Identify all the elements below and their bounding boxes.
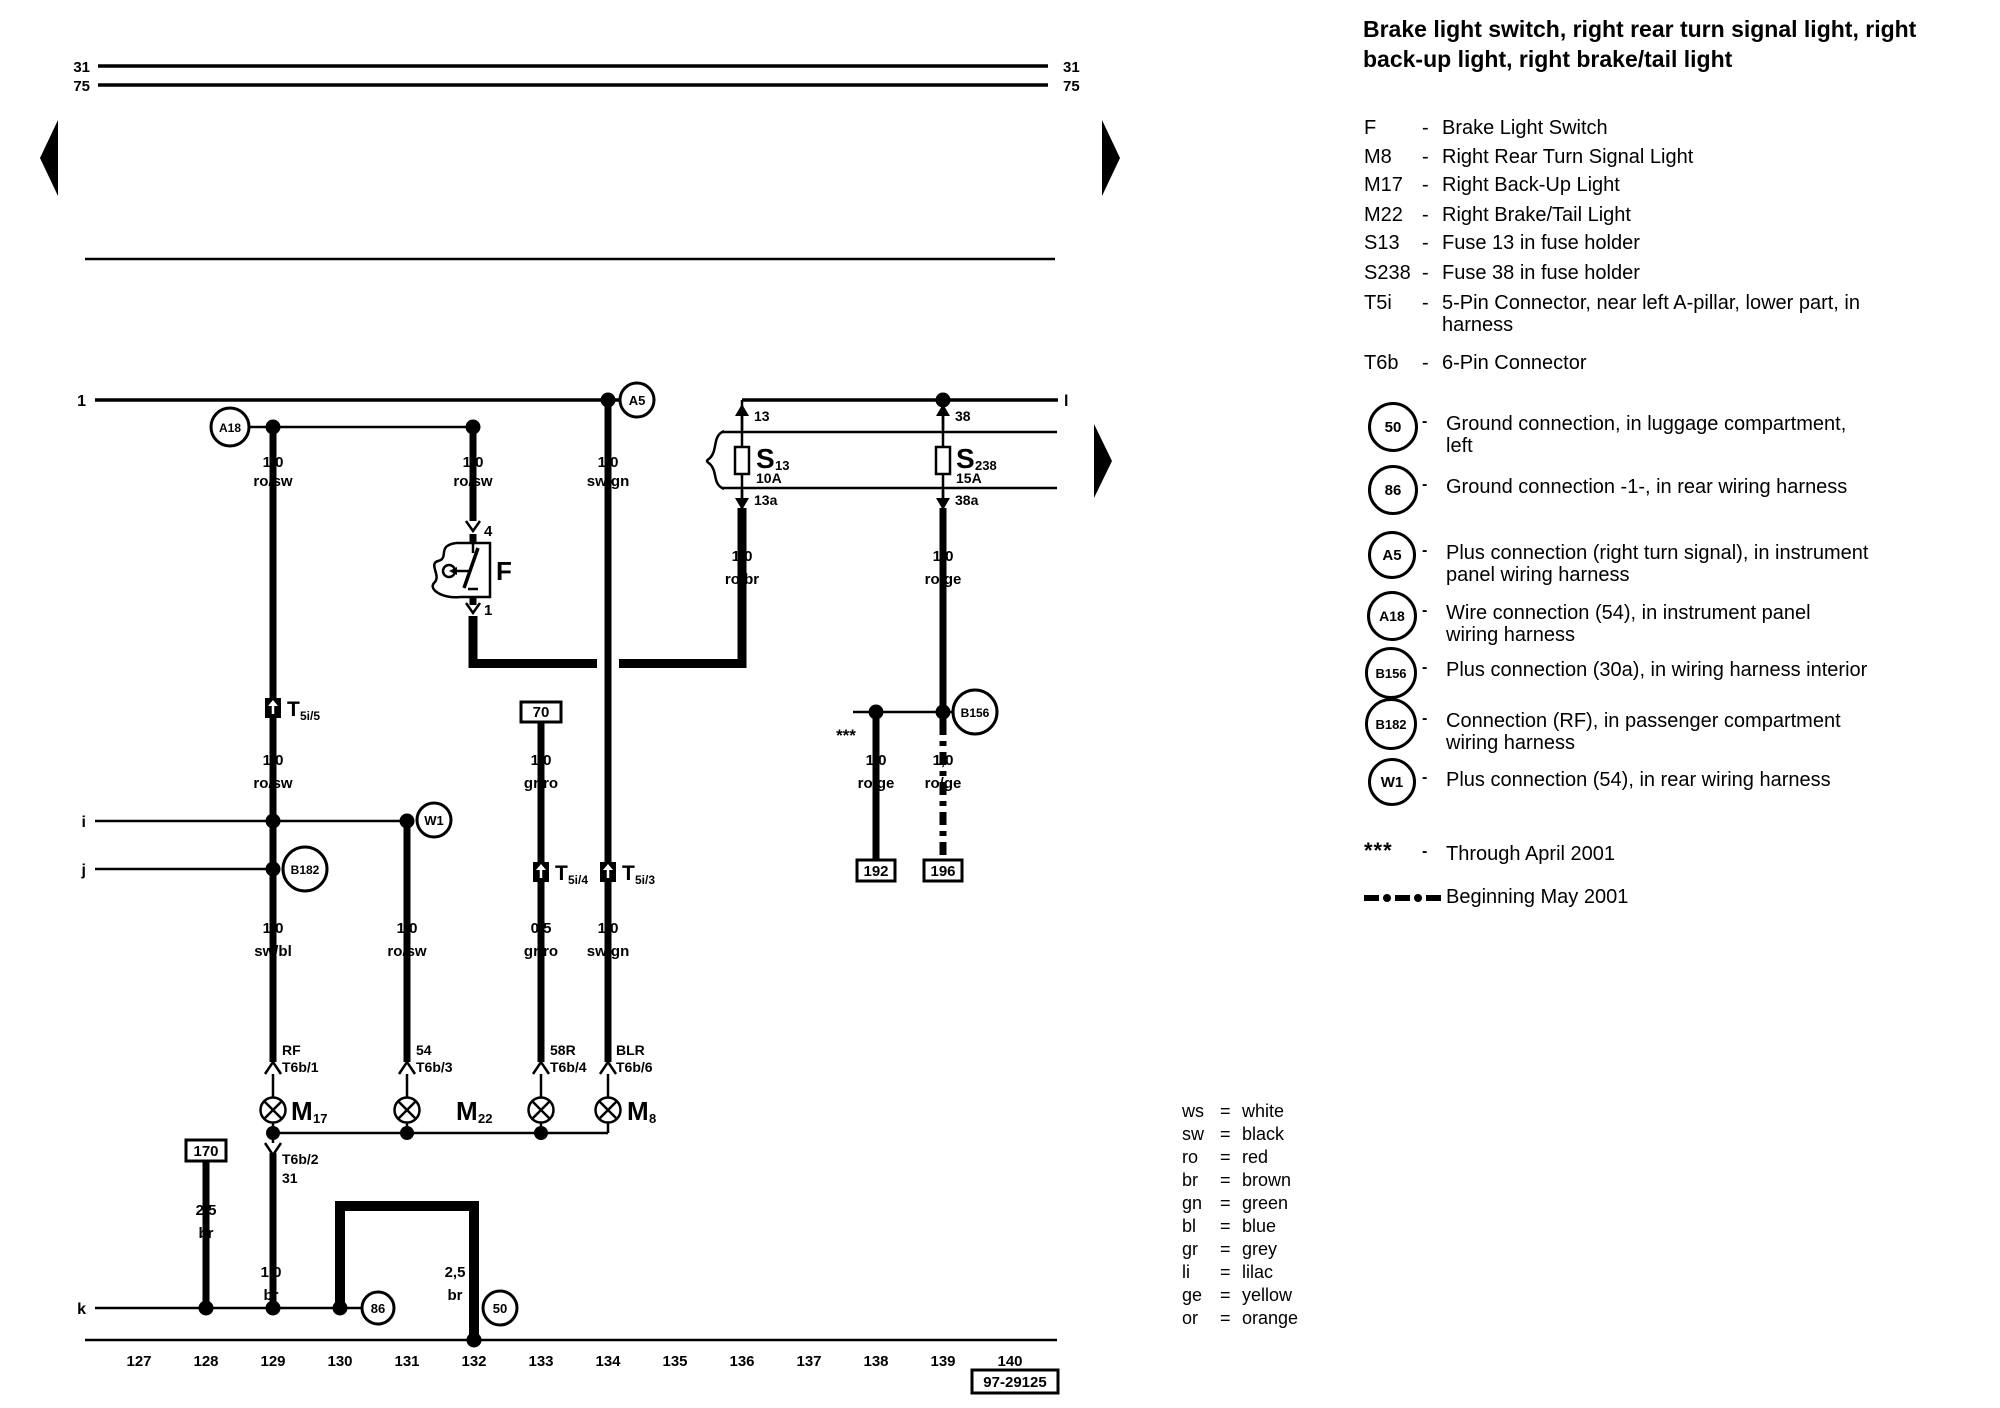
equals: = xyxy=(1220,1124,1231,1144)
box-196: 196 xyxy=(930,863,956,880)
rail-label-31-left: 31 xyxy=(73,59,90,76)
legend-desc-50 xyxy=(1446,413,1906,457)
track-number: 133 xyxy=(528,1353,554,1370)
row-label-k: k xyxy=(77,1301,86,1318)
component-desc-line1: 5-Pin Connector, near left A-pillar, lower part, in xyxy=(1442,292,1860,314)
lamp-m17-sub: 17 xyxy=(313,1111,328,1126)
rail-label-75-left: 75 xyxy=(73,78,90,95)
track-number: 134 xyxy=(595,1353,621,1370)
color-key-row xyxy=(1182,1307,1298,1330)
track-number: 139 xyxy=(930,1353,956,1370)
legend-component-t5i xyxy=(1364,292,1984,336)
color-code: br xyxy=(1182,1170,1199,1190)
pin-54-label: 54 xyxy=(416,1042,432,1058)
component-key: T6b xyxy=(1364,352,1399,374)
wire-label: 1,0 xyxy=(396,920,418,937)
desc-line: Ground connection, in luggage compartment, xyxy=(1446,413,1847,435)
node-a5: A5 xyxy=(628,393,646,408)
desc-line: Plus connection (right turn signal), in instrument xyxy=(1446,542,1869,564)
wire-label: 1,0 xyxy=(932,752,954,769)
fuse-s238-symbol xyxy=(936,447,950,474)
track-number: 135 xyxy=(662,1353,688,1370)
fuse-s238-pin-in: 38 xyxy=(955,408,971,424)
note-dash-desc: Beginning May 2001 xyxy=(1446,886,1629,908)
pin-t6b2-label: T6b/2 xyxy=(282,1151,319,1167)
pin-54-conn: T6b/3 xyxy=(416,1059,453,1075)
wire-label: 1,0 xyxy=(597,454,619,471)
pin-58r-label: 58R xyxy=(550,1042,576,1058)
dash-segment xyxy=(1395,895,1410,901)
track-number: 137 xyxy=(796,1353,822,1370)
page-title-line1: Brake light switch, right rear turn signal light, right xyxy=(1363,16,1917,42)
track-number: 131 xyxy=(394,1353,420,1370)
color-code: gn xyxy=(1182,1193,1203,1213)
wire-label: ro/sw xyxy=(253,775,293,792)
wire-label: ro/sw xyxy=(387,943,427,960)
legend-symbol-86: 86 xyxy=(1368,465,1418,515)
desc-line: panel wiring harness xyxy=(1446,564,1630,586)
color-code: ro xyxy=(1182,1147,1199,1167)
wire-label: 1,0 xyxy=(262,454,284,471)
wire-label: 1,0 xyxy=(262,752,284,769)
dash: - xyxy=(1422,843,1428,860)
fuse-s238-label: S xyxy=(956,443,975,474)
node-w1: W1 xyxy=(424,813,444,828)
component-desc: Brake Light Switch xyxy=(1442,117,1608,139)
wire-label: 1,0 xyxy=(865,752,887,769)
wire-label: 2,5 xyxy=(444,1264,466,1281)
fuse-s13-symbol xyxy=(735,447,749,474)
color-name: lilac xyxy=(1242,1262,1274,1282)
desc-line: Plus connection (30a), in wiring harness interior xyxy=(1446,659,1868,681)
box-192: 192 xyxy=(863,863,889,880)
box-70: 70 xyxy=(532,704,550,721)
fuse-s13-pin-in: 13 xyxy=(754,408,770,424)
t5i5-sub: 5i/5 xyxy=(300,709,321,723)
lamp-m22-sub: 22 xyxy=(478,1111,493,1126)
t5i3-label: T xyxy=(622,862,635,885)
equals: = xyxy=(1220,1262,1231,1282)
legend-component-m22 xyxy=(1364,204,1984,226)
lamp-m22b xyxy=(529,1098,554,1123)
wire-label: ro/ge xyxy=(857,775,895,792)
row-lines xyxy=(77,393,1068,1318)
track-number: 140 xyxy=(997,1353,1023,1370)
legend-symbol-a18: A18 xyxy=(1367,591,1417,641)
dash: - xyxy=(1422,352,1429,374)
color-code: gr xyxy=(1182,1239,1199,1259)
dash: - xyxy=(1422,174,1429,196)
legend-desc-a18 xyxy=(1446,602,1906,646)
component-desc: Right Rear Turn Signal Light xyxy=(1442,146,1694,168)
lamp-m17-label: M xyxy=(291,1096,313,1126)
color-code: ws xyxy=(1182,1101,1204,1121)
arrow-right-top-icon xyxy=(1102,120,1120,196)
color-code: bl xyxy=(1182,1216,1197,1236)
node-50: 50 xyxy=(492,1301,508,1316)
t5i4-label: T xyxy=(555,862,568,885)
desc-line: Ground connection -1-, in rear wiring harness xyxy=(1446,476,1848,498)
color-name: green xyxy=(1242,1193,1289,1213)
dash: - xyxy=(1422,292,1429,314)
component-key: M8 xyxy=(1364,146,1392,168)
fuse-s238-pin-out: 38a xyxy=(955,492,979,508)
color-key-row xyxy=(1182,1192,1288,1215)
fuse-panel xyxy=(707,400,1057,510)
color-key-row xyxy=(1182,1100,1284,1123)
wire-label: ro/ge xyxy=(924,571,962,588)
wire-label: sw/bl xyxy=(254,943,292,960)
color-key-row xyxy=(1182,1169,1291,1192)
desc-line: Wire connection (54), in instrument panel xyxy=(1446,602,1811,624)
legend-component-s238 xyxy=(1364,262,1984,284)
lamp-m17 xyxy=(261,1096,328,1126)
dash: - xyxy=(1422,204,1429,226)
switch-pin1-label: 1 xyxy=(484,602,493,619)
color-name: white xyxy=(1242,1101,1285,1121)
component-key: F xyxy=(1364,117,1377,139)
node-a18: A18 xyxy=(218,421,242,435)
color-code: ge xyxy=(1182,1285,1203,1305)
color-name: grey xyxy=(1242,1239,1278,1259)
dash: - xyxy=(1422,602,1428,619)
track-number: 127 xyxy=(126,1353,152,1370)
wire-label: br xyxy=(263,1287,279,1304)
legend-desc-a5 xyxy=(1446,542,1906,586)
component-desc: Fuse 38 in fuse holder xyxy=(1442,262,1640,284)
component-key: S13 xyxy=(1364,232,1400,254)
wire-label: sw/gn xyxy=(586,943,630,960)
wire-label: 1,0 xyxy=(462,454,484,471)
legend-desc-b182 xyxy=(1446,710,1906,754)
page-title-line2: back-up light, right brake/tail light xyxy=(1363,46,1733,72)
desc-line: Plus connection (54), in rear wiring harness xyxy=(1446,769,1831,791)
row-label-i: i xyxy=(81,814,86,831)
t5i5-label: T xyxy=(287,698,300,721)
note-stars-desc: Through April 2001 xyxy=(1446,843,1616,865)
wire-label: 2,5 xyxy=(195,1202,217,1219)
equals: = xyxy=(1220,1101,1231,1121)
node-b182: B182 xyxy=(290,863,320,877)
track-number: 129 xyxy=(260,1353,286,1370)
page-title xyxy=(1363,14,2000,74)
fuse-s238-amp: 15A xyxy=(956,470,982,486)
legend-symbol-b182: B182 xyxy=(1365,698,1417,750)
row-label-l-right: l xyxy=(1064,393,1069,410)
lamp-m8 xyxy=(596,1096,657,1126)
track-number: 128 xyxy=(193,1353,219,1370)
diagram-id: 97-29125 xyxy=(983,1374,1047,1391)
stars-marker: *** xyxy=(836,726,856,745)
lamp-m8-label: M xyxy=(627,1096,649,1126)
legend-component-m17 xyxy=(1364,174,1984,196)
desc-line: left xyxy=(1446,435,1473,457)
pin-rf-label: RF xyxy=(282,1042,301,1058)
color-name: yellow xyxy=(1242,1285,1293,1305)
equals: = xyxy=(1220,1308,1231,1328)
component-desc: Right Brake/Tail Light xyxy=(1442,204,1631,226)
track-number: 136 xyxy=(729,1353,755,1370)
fuse-s13-label: S xyxy=(756,443,775,474)
row-label-l-left: 1 xyxy=(77,393,86,410)
rail-label-31-right: 31 xyxy=(1063,59,1080,76)
track-ruler xyxy=(126,1353,1022,1370)
fuse-s13-sub: 13 xyxy=(775,458,790,473)
dash: - xyxy=(1422,232,1429,254)
lamp-m22a xyxy=(395,1096,493,1126)
legend-component-f xyxy=(1364,117,1984,139)
color-name: red xyxy=(1242,1147,1269,1167)
color-key-row xyxy=(1182,1146,1268,1169)
pin-blr-label: BLR xyxy=(616,1042,645,1058)
component-key: M17 xyxy=(1364,174,1403,196)
dash-segment xyxy=(1426,895,1441,901)
color-key-row xyxy=(1182,1284,1292,1307)
component-desc xyxy=(1442,292,1982,336)
desc-line: Connection (RF), in passenger compartment xyxy=(1446,710,1841,732)
pin-t6b2-31: 31 xyxy=(282,1170,298,1186)
equals: = xyxy=(1220,1216,1231,1236)
color-name: black xyxy=(1242,1124,1285,1144)
fuse-s13-amp: 10A xyxy=(756,470,782,486)
lamp-m8-sub: 8 xyxy=(649,1111,657,1126)
row-label-j: j xyxy=(81,862,86,879)
color-code: li xyxy=(1182,1262,1190,1282)
equals: = xyxy=(1220,1170,1231,1190)
component-desc: Right Back-Up Light xyxy=(1442,174,1620,196)
wire-label: 1,0 xyxy=(932,548,954,565)
legend-desc-86 xyxy=(1446,476,1906,498)
wire-label: br xyxy=(198,1225,214,1242)
wire-label: sw/gn xyxy=(586,473,630,490)
switch-pin4-label: 4 xyxy=(484,523,493,540)
note-stars-symbol: *** xyxy=(1364,838,1393,863)
node-b156: B156 xyxy=(960,706,990,720)
t5i3-sub: 5i/3 xyxy=(635,873,656,887)
dash: - xyxy=(1422,262,1429,284)
color-key-row xyxy=(1182,1215,1276,1238)
dot-segment xyxy=(1414,894,1422,902)
dash: - xyxy=(1422,476,1428,493)
node-86: 86 xyxy=(370,1301,386,1316)
legend-component-m8 xyxy=(1364,146,1984,168)
color-code: sw xyxy=(1182,1124,1204,1144)
dash: - xyxy=(1422,659,1428,676)
dot-segment xyxy=(1383,894,1391,902)
component-desc-line2: harness xyxy=(1442,314,1514,336)
legend-component-t6b xyxy=(1364,352,1984,374)
equals: = xyxy=(1220,1285,1231,1305)
wire-label: gr/ro xyxy=(523,775,559,792)
fuse-panel-brace xyxy=(707,431,724,489)
component-key: M22 xyxy=(1364,204,1403,226)
dash: - xyxy=(1422,542,1428,559)
wire-label: 1,0 xyxy=(262,920,284,937)
box-170: 170 xyxy=(193,1143,219,1160)
color-key-row xyxy=(1182,1123,1284,1146)
switch-label: F xyxy=(496,556,512,586)
wire-label: ro/sw xyxy=(253,473,293,490)
track-number: 132 xyxy=(461,1353,487,1370)
wire-label: 1,0 xyxy=(530,752,552,769)
wire-label: ro/br xyxy=(724,571,760,588)
color-name: blue xyxy=(1242,1216,1277,1236)
component-key: T5i xyxy=(1364,292,1392,314)
wire-label: 1,0 xyxy=(731,548,753,565)
wire-label: gr/ro xyxy=(523,943,559,960)
lamp-m22-label: M xyxy=(456,1096,478,1126)
dash: - xyxy=(1422,769,1428,786)
wire-label: br xyxy=(447,1287,463,1304)
desc-line: wiring harness xyxy=(1446,732,1575,754)
desc-line: wiring harness xyxy=(1446,624,1575,646)
color-name: orange xyxy=(1242,1308,1299,1328)
t5i4-sub: 5i/4 xyxy=(568,873,589,887)
legend-symbol-w1: W1 xyxy=(1368,758,1416,806)
component-desc: 6-Pin Connector xyxy=(1442,352,1587,374)
dash: - xyxy=(1422,117,1429,139)
equals: = xyxy=(1220,1193,1231,1213)
legend-desc-w1 xyxy=(1446,769,1906,791)
legend-component-s13 xyxy=(1364,232,1984,254)
wire-label: 1,0 xyxy=(260,1264,282,1281)
arrow-right-fuse-icon xyxy=(1094,424,1112,498)
pin-blr-conn: T6b/6 xyxy=(616,1059,653,1075)
equals: = xyxy=(1220,1147,1231,1167)
equals: = xyxy=(1220,1239,1231,1259)
pin-58r-conn: T6b/4 xyxy=(550,1059,587,1075)
lamps xyxy=(261,1096,657,1126)
component-desc: Fuse 13 in fuse holder xyxy=(1442,232,1640,254)
arrow-left-icon xyxy=(40,120,58,196)
dash: - xyxy=(1422,710,1428,727)
legend-symbol-a5: A5 xyxy=(1368,531,1416,579)
color-code: or xyxy=(1182,1308,1199,1328)
rail-label-75-right: 75 xyxy=(1063,78,1080,95)
track-number: 130 xyxy=(327,1353,353,1370)
pin-rf-conn: T6b/1 xyxy=(282,1059,319,1075)
legend-symbol-50: 50 xyxy=(1368,402,1418,452)
fuse-s238-sub: 238 xyxy=(975,458,997,473)
color-key-row xyxy=(1182,1261,1273,1284)
color-key-row xyxy=(1182,1238,1277,1261)
fuse-s13-pin-out: 13a xyxy=(754,492,778,508)
continuation-arrows xyxy=(40,120,1120,498)
wire-label: 0,5 xyxy=(530,920,552,937)
wire-label: ro/ge xyxy=(924,775,962,792)
dash: - xyxy=(1422,146,1429,168)
wire-label: 1,0 xyxy=(597,920,619,937)
bus-rails xyxy=(73,59,1079,95)
component-key: S238 xyxy=(1364,262,1411,284)
pin4-arrow-icon xyxy=(466,521,480,531)
color-name: brown xyxy=(1242,1170,1292,1190)
dash: - xyxy=(1422,413,1428,430)
dash-dot-symbol xyxy=(1364,893,1441,903)
wire-label: ro/sw xyxy=(453,473,493,490)
legend-desc-b156 xyxy=(1446,659,1906,681)
dash-segment xyxy=(1364,895,1379,901)
track-number: 138 xyxy=(863,1353,889,1370)
legend-symbol-b156: B156 xyxy=(1365,647,1417,699)
